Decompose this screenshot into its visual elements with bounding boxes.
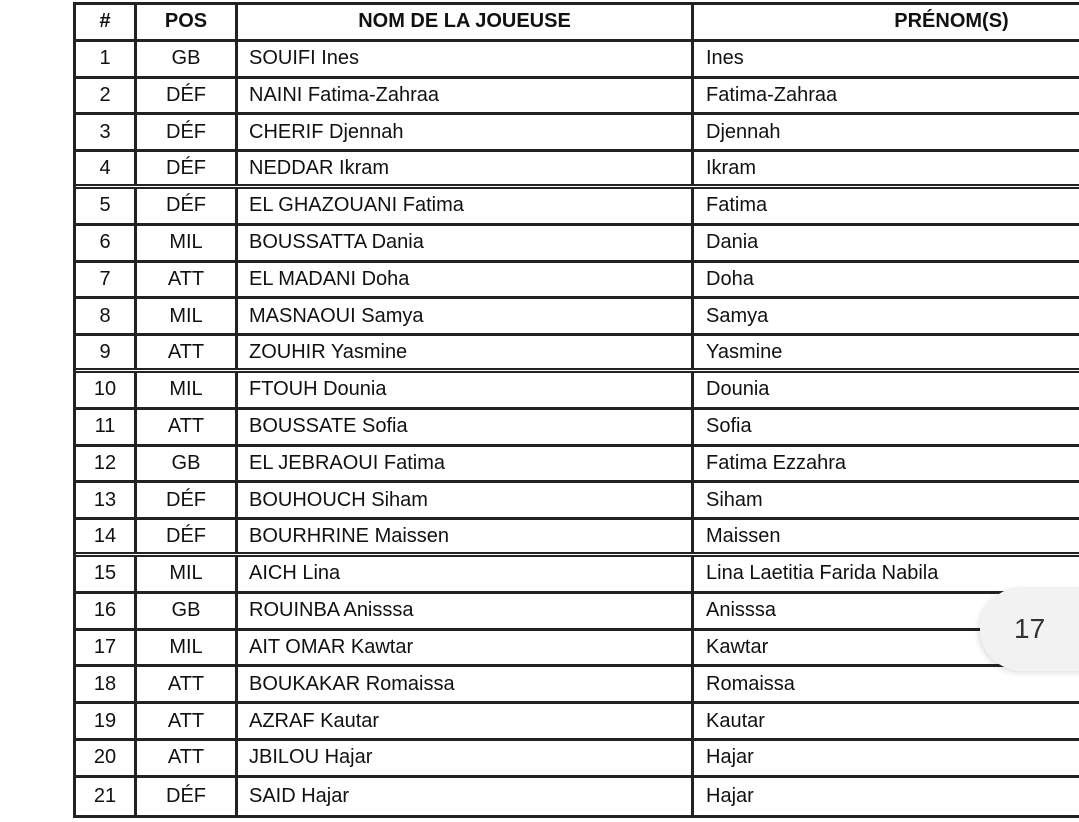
cell-first-names: Siham	[706, 488, 763, 511]
table-row	[76, 631, 1079, 668]
cell-first-names: Ikram	[706, 156, 756, 179]
cell-number: 9	[76, 336, 137, 368]
cell-number: 17	[76, 631, 137, 665]
cell-player-name: CHERIF Djennah	[238, 115, 694, 149]
table-row	[76, 42, 1079, 79]
cell-player-name: AIT OMAR Kawtar	[238, 631, 694, 665]
cell-player-name: BOURHRINE Maissen	[238, 520, 694, 552]
cell-first-names: Djennah	[706, 120, 781, 143]
cell-player-name: JBILOU Hajar	[238, 741, 694, 775]
cell-position: MIL	[137, 226, 238, 260]
table-row	[76, 667, 1079, 704]
cell-position: GB	[137, 594, 238, 628]
cell-position: ATT	[137, 410, 238, 444]
cell-position: DÉF	[137, 152, 238, 184]
cell-number: 16	[76, 594, 137, 628]
header-player-name: NOM DE LA JOUEUSE	[238, 5, 694, 39]
cell-first-names: Anisssa	[706, 599, 777, 622]
cell-number: 14	[76, 520, 137, 552]
header-position: POS	[137, 5, 238, 39]
cell-position: ATT	[137, 741, 238, 775]
table-row	[76, 778, 1079, 815]
table-row	[76, 520, 1079, 557]
cell-first-names: Sofia	[706, 415, 752, 438]
cell-number: 21	[76, 778, 137, 815]
cell-number: 6	[76, 226, 137, 260]
cell-position: DÉF	[137, 483, 238, 517]
cell-number: 18	[76, 667, 137, 701]
cell-position: DÉF	[137, 79, 238, 113]
table-row	[76, 704, 1079, 741]
header-first-names: PRÉNOM(S)	[894, 10, 1009, 33]
cell-player-name: AZRAF Kautar	[238, 704, 694, 738]
cell-first-names: Fatima Ezzahra	[706, 451, 847, 474]
table-row	[76, 79, 1079, 116]
table-row	[76, 447, 1079, 484]
table-row	[76, 336, 1079, 373]
table-row	[76, 115, 1079, 152]
cell-first-names: Fatima	[706, 194, 768, 217]
cell-player-name: ROUINBA Anisssa	[238, 594, 694, 628]
cell-position: DÉF	[137, 778, 238, 815]
table-header	[76, 5, 1079, 42]
cell-player-name: NEDDAR Ikram	[238, 152, 694, 184]
cell-player-name: AICH Lina	[238, 557, 694, 591]
cell-player-name: SOUIFI Ines	[238, 42, 694, 76]
cell-position: ATT	[137, 667, 238, 701]
cell-player-name: EL MADANI Doha	[238, 263, 694, 297]
cell-first-names: Kawtar	[706, 635, 769, 658]
cell-position: MIL	[137, 373, 238, 407]
cell-position: MIL	[137, 631, 238, 665]
cell-position: MIL	[137, 557, 238, 591]
cell-player-name: NAINI Fatima-Zahraa	[238, 79, 694, 113]
table-row	[76, 152, 1079, 189]
table-body	[76, 42, 1079, 815]
table-row	[76, 226, 1079, 263]
cell-player-name: BOUKAKAR Romaissa	[238, 667, 694, 701]
cell-first-names: Fatima-Zahraa	[706, 83, 838, 106]
cell-player-name: MASNAOUI Samya	[238, 299, 694, 333]
cell-player-name: SAID Hajar	[238, 778, 694, 815]
table-row	[76, 410, 1079, 447]
cell-player-name: BOUHOUCH Siham	[238, 483, 694, 517]
table-row	[76, 373, 1079, 410]
cell-position: ATT	[137, 263, 238, 297]
cell-number: 13	[76, 483, 137, 517]
roster-table	[73, 2, 1079, 818]
cell-number: 4	[76, 152, 137, 184]
cell-player-name: FTOUH Dounia	[238, 373, 694, 407]
cell-number: 5	[76, 189, 137, 223]
cell-number: 8	[76, 299, 137, 333]
cell-first-names: Hajar	[706, 784, 754, 807]
cell-position: GB	[137, 447, 238, 481]
cell-position: ATT	[137, 704, 238, 738]
cell-number: 10	[76, 373, 137, 407]
cell-number: 7	[76, 263, 137, 297]
cell-number: 20	[76, 741, 137, 775]
cell-first-names: Doha	[706, 267, 754, 290]
cell-first-names: Dania	[706, 231, 759, 254]
table-row	[76, 483, 1079, 520]
cell-position: DÉF	[137, 189, 238, 223]
table-row	[76, 263, 1079, 300]
cell-first-names: Ines	[706, 47, 744, 70]
cell-first-names: Lina Laetitia Farida Nabila	[706, 562, 939, 585]
cell-number: 3	[76, 115, 137, 149]
cell-number: 15	[76, 557, 137, 591]
page-number-badge[interactable]: 17	[980, 587, 1079, 671]
cell-position: ATT	[137, 336, 238, 368]
cell-position: GB	[137, 42, 238, 76]
header-number: #	[76, 5, 137, 39]
cell-first-names: Maissen	[706, 524, 781, 547]
cell-player-name: BOUSSATE Sofia	[238, 410, 694, 444]
table-row	[76, 594, 1079, 631]
cell-number: 1	[76, 42, 137, 76]
table-row	[76, 557, 1079, 594]
cell-player-name: ZOUHIR Yasmine	[238, 336, 694, 368]
cell-player-name: EL GHAZOUANI Fatima	[238, 189, 694, 223]
cell-number: 2	[76, 79, 137, 113]
table-row	[76, 189, 1079, 226]
cell-first-names: Hajar	[706, 746, 754, 769]
table-row	[76, 299, 1079, 336]
cell-number: 11	[76, 410, 137, 444]
cell-position: MIL	[137, 299, 238, 333]
cell-number: 19	[76, 704, 137, 738]
cell-first-names: Yasmine	[706, 340, 783, 363]
cell-position: DÉF	[137, 115, 238, 149]
cell-first-names: Samya	[706, 304, 769, 327]
cell-player-name: EL JEBRAOUI Fatima	[238, 447, 694, 481]
cell-first-names: Kautar	[706, 709, 765, 732]
cell-number: 12	[76, 447, 137, 481]
table-row	[76, 741, 1079, 778]
cell-position: DÉF	[137, 520, 238, 552]
cell-player-name: BOUSSATTA Dania	[238, 226, 694, 260]
cell-first-names: Dounia	[706, 378, 770, 401]
cell-first-names: Romaissa	[706, 672, 795, 695]
